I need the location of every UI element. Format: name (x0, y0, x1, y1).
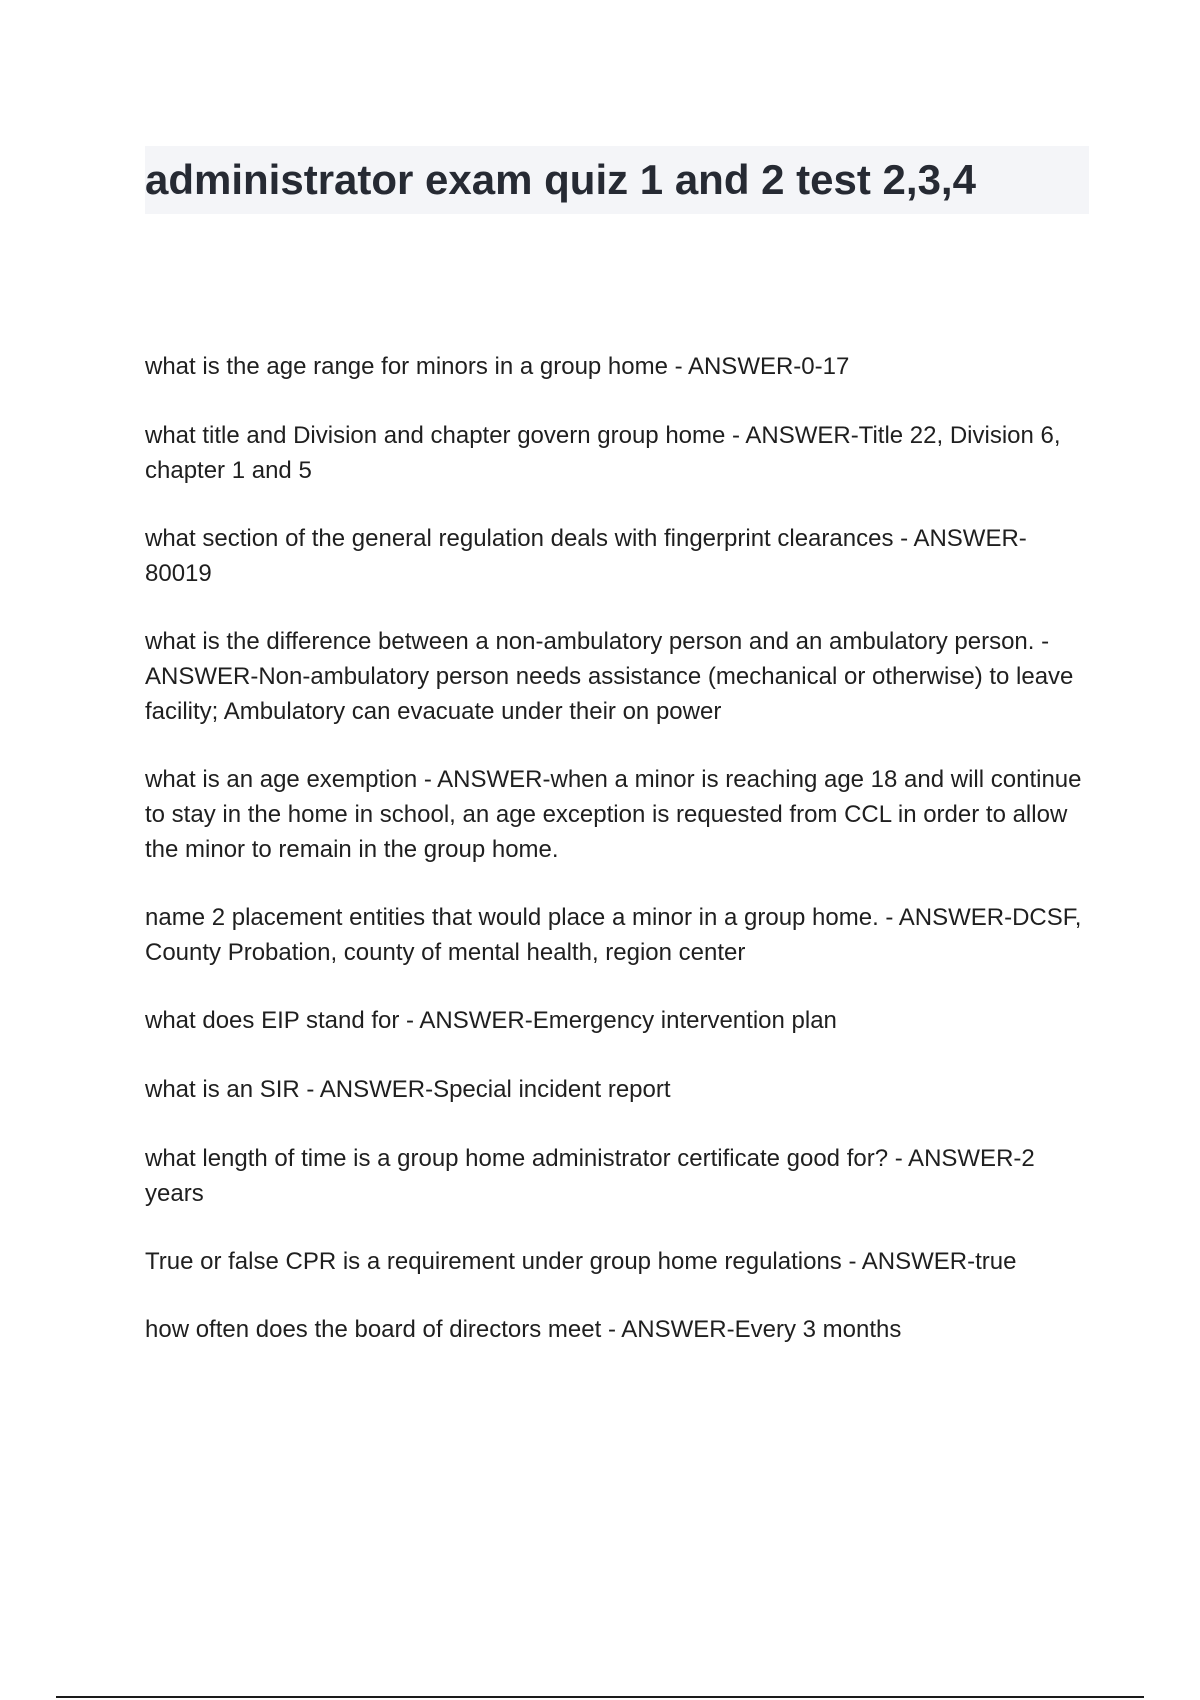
document-title: administrator exam quiz 1 and 2 test 2,3,4 (145, 156, 976, 203)
qa-item: what is the difference between a non-ambulatory person and an ambulatory person. - ANSWER-Non-ambulatory person needs assistance (mechanical or otherwise) to leave facility; Ambulatory can evacuate under their on power (145, 628, 1074, 725)
qa-item: name 2 placement entities that would place a minor in a group home. - ANSWER-DCSF, County Probation, county of mental health, region center (145, 904, 1082, 966)
qa-item: what is the age range for minors in a group home - ANSWER-0-17 (145, 353, 850, 380)
qa-item: True or false CPR is a requirement under group home regulations - ANSWER-true (145, 1248, 1017, 1275)
question-answer-list (145, 349, 1085, 1381)
qa-item: what length of time is a group home administrator certificate good for? - ANSWER-2 years (145, 1145, 1035, 1207)
qa-item: what section of the general regulation deals with fingerprint clearances - ANSWER-80019 (145, 525, 1027, 587)
qa-item: what title and Division and chapter govern group home - ANSWER-Title 22, Division 6, chapter 1 and 5 (145, 422, 1061, 484)
qa-item: what does EIP stand for - ANSWER-Emergency intervention plan (145, 1007, 837, 1034)
footer-divider (56, 1696, 1144, 1698)
qa-item: what is an SIR - ANSWER-Special incident report (145, 1076, 671, 1103)
qa-item: how often does the board of directors meet - ANSWER-Every 3 months (145, 1316, 902, 1343)
qa-item: what is an age exemption - ANSWER-when a minor is reaching age 18 and will continue to stay in the home in school, an age exception is requested from CCL in order to allow the minor to remain in the group home. (145, 766, 1082, 863)
